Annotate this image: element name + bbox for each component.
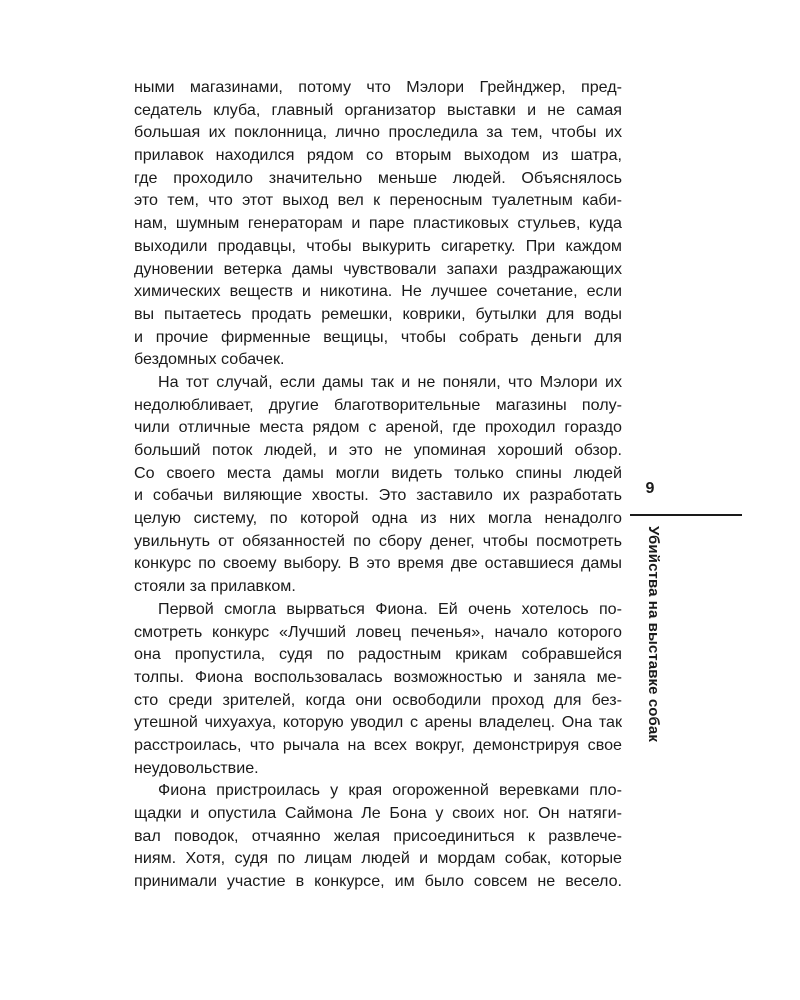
text-line: принимали участие в конкурсе, им было совсем не весело.: [134, 872, 622, 891]
text-line: химических веществ и никотина. Не лучшее сочетание, если: [134, 282, 622, 301]
running-head-divider: [630, 514, 742, 516]
text-line: и прочие фирменные вещицы, чтобы собрать деньги для: [134, 327, 622, 346]
text-line: неудовольствие.: [134, 758, 259, 777]
text-line: большая их поклонница, лично проследила за тем, чтобы их: [134, 123, 622, 142]
text-line: дуновении ветерка дамы чувствовали запахи раздражающих: [134, 259, 622, 278]
text-line: чили отличные места рядом с ареной, где проходил гораздо: [134, 418, 622, 437]
text-line: где проходило значительно меньше людей. Объяснялось: [134, 168, 622, 187]
text-line: увильнуть от обязанностей по сбору денег, чтобы посмотреть: [134, 531, 622, 550]
body-text: [134, 76, 622, 893]
text-line: целую систему, по которой одна из них могла ненадолго: [134, 509, 622, 528]
text-line: расстроилась, что рычала на всех вокруг, демонстрируя свое: [134, 735, 622, 754]
text-line: Со своего места дамы могли видеть только спины людей: [134, 463, 622, 482]
text-line: ными магазинами, потому что Мэлори Грейнджер, пред-: [134, 78, 622, 96]
running-book-title: Убийства на выставке собак: [645, 526, 662, 742]
text-line: недолюбливает, другие благотворительные магазины полу-: [134, 395, 622, 414]
text-line: Первой смогла вырваться Фиона. Ей очень хотелось по-: [158, 599, 622, 618]
text-line: толпы. Фиона воспользовалась возможностью и заняла ме-: [134, 667, 622, 686]
text-line: вал поводок, отчаянно желая присоединиться к развлече-: [134, 826, 622, 845]
text-line: щадки и опустила Саймона Ле Бона у своих ног. Он натяги-: [134, 804, 622, 822]
text-line: седатель клуба, главный организатор выставки и не самая: [134, 100, 622, 119]
text-line: больший поток людей, и это не упоминая хороший обзор.: [134, 441, 622, 459]
text-line: нам, шумным генераторам и паре пластиковых стульев, куда: [134, 214, 622, 233]
text-line: сто среди зрителей, когда они освободили проход для без-: [134, 690, 622, 709]
text-line: выходили продавцы, чтобы выкурить сигаретку. При каждом: [134, 236, 622, 255]
text-line: ниям. Хотя, судя по лицам людей и мордам собак, которые: [134, 849, 622, 868]
text-line: прилавок находился рядом со вторым выходом из шатра,: [134, 146, 622, 165]
text-line: утешной чихуахуа, которую уводил с арены владелец. Она так: [134, 713, 622, 732]
text-line: она пропустила, судя по радостным крикам собравшейся: [134, 645, 622, 664]
text-line: На тот случай, если дамы так и не поняли, что Мэлори их: [158, 372, 622, 391]
text-line: вы пытаетесь продать ремешки, коврики, бутылки для воды: [134, 304, 622, 323]
text-line: это тем, что этот выход вел к переносным туалетным каби-: [134, 191, 622, 210]
text-line: смотреть конкурс «Лучший ловец печенья», начало которого: [134, 622, 622, 641]
text-line: Фиона пристроилась у края огороженной веревками пло-: [158, 781, 622, 800]
page-number: 9: [645, 480, 655, 497]
text-line: бездомных собачек.: [134, 350, 285, 369]
text-line: конкурс по своему выбору. В это время две оставшиеся дамы: [134, 554, 622, 573]
text-line: и собачьи виляющие хвосты. Это заставило их разработать: [134, 486, 622, 505]
text-line: стояли за прилавком.: [134, 577, 296, 596]
